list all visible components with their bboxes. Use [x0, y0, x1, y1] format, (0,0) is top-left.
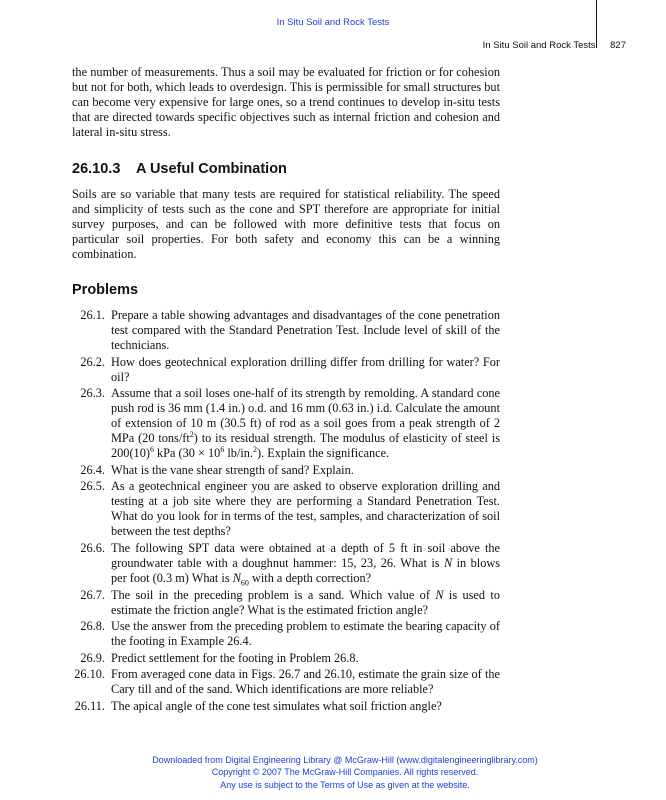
top-banner-title[interactable]: In Situ Soil and Rock Tests [276, 17, 390, 28]
problem-number: 26.11. [74, 698, 105, 713]
footer-download-link[interactable]: Downloaded from Digital Engineering Library @ McGraw-Hill (www.digitalengineeringlibrary.com) [152, 755, 538, 765]
problem-number: 26.8. [80, 619, 105, 634]
problem-text: The following SPT data were obtained at a depth of 5 ft in soil above the groundwater table with a doughnut hammer: 15, 23, 26. What is N in blows per foot (0.3 m) What is $N_{60}$ with a depth correction? [111, 540, 501, 588]
problem-item [72, 619, 500, 649]
problem-number: 26.6. [80, 540, 105, 555]
problem-text: From averaged cone data in Figs. 26.7 and 26.10, estimate the grain size of the Cary till and of the sand. Which identifications are more reliable? [111, 667, 500, 697]
problem-number: 26.9. [80, 650, 105, 665]
problem-text: Predict settlement for the footing in Problem 26.8. [111, 650, 359, 665]
problem-text: How does geotechnical exploration drilling differ from drilling for water? For oil? [111, 354, 500, 384]
problems-heading: Problems [72, 282, 139, 298]
problem-item [72, 355, 500, 385]
problem-number: 26.4. [80, 462, 105, 477]
problem-text: Assume that a soil loses one-half of its strength by remolding. A standard cone push rod is 36 mm (1.4 in.) o.d. and 16 mm (0.63 in.) i.d. Calculate the amount of extension of 10 m (30.5 ft) of rod as a soil goes from a peak strength of 2 MPa (20 tons/$ft^2$) to its residual strength. The modulus of elasticity of steel is $200(10)^6$ kPa ($30 \times 10^6$ lb/in.$^2$). Explain the significance. [111, 386, 500, 461]
problem-text: The soil in the preceding problem is a sand. Which value of N is used to estimate the friction angle? What is the estimated friction angle? [111, 587, 500, 617]
section-title: A Useful Combination [136, 161, 287, 177]
problem-text: Prepare a table showing advantages and disadvantages of the cone penetration test compared with the Standard Penetration Test. Include level of skill of the technicians. [111, 308, 500, 352]
problem-item [72, 651, 500, 666]
problem-item [72, 463, 500, 478]
footer-copyright[interactable]: Copyright © 2007 The McGraw-Hill Companies. All rights reserved. [211, 767, 479, 778]
problem-item [72, 308, 500, 353]
problem-text: The apical angle of the cone test simulates what soil friction angle? [111, 698, 442, 713]
problem-item [72, 588, 500, 618]
problem-text: Use the answer from the preceding problem to estimate the bearing capacity of the footing in Example 26.4. [111, 619, 500, 649]
problem-number: 26.7. [80, 587, 105, 602]
section-paragraph: Soils are so variable that many tests are required for statistical reliability. The speed and simplicity of tests such as the cone and SPT therefore are appropriate for initial survey purposes, and can be followed with more definitive tests that focus on particular soil properties. For both safety and economy this can be a winning combination. [72, 187, 500, 261]
running-head [483, 40, 626, 51]
problem-item [72, 479, 500, 539]
problem-number: 26.10. [74, 667, 105, 682]
problem-number: 26.1. [80, 308, 105, 322]
problems-list [72, 308, 500, 716]
problem-item [72, 386, 500, 461]
problem-text: What is the vane shear strength of sand? Explain. [111, 462, 354, 477]
problem-number: 26.5. [80, 479, 105, 494]
intro-paragraph: the number of measurements. Thus a soil may be evaluated for friction or for cohesion but not for both, which leads to overdesign. This is permissible for small structures but can become very expensive for large ones, so a trend continues to develop in-situ tests that are directed towards specific objectives such as internal friction and cohesion and lateral in-situ stress. [72, 65, 500, 139]
running-head-title: In Situ Soil and Rock Tests [482, 40, 596, 51]
problem-item [72, 667, 500, 697]
problem-item [72, 699, 500, 714]
footer-terms-link[interactable]: Any use is subject to the Terms of Use as given at the website. [220, 779, 470, 790]
section-number: 26.10.3 [72, 161, 121, 177]
section-heading [72, 161, 287, 177]
page-number: 827 [610, 40, 626, 51]
problem-number: 26.3. [80, 386, 105, 401]
problem-number: 26.2. [80, 354, 105, 369]
problem-text: As a geotechnical engineer you are asked to observe exploration drilling and testing at a job site where they are performing a Standard Penetration Test. What do you look for in terms of the test, samples, and characterization of soil between the test depths? [111, 479, 500, 539]
footer [0, 754, 666, 791]
problem-item [72, 541, 500, 586]
